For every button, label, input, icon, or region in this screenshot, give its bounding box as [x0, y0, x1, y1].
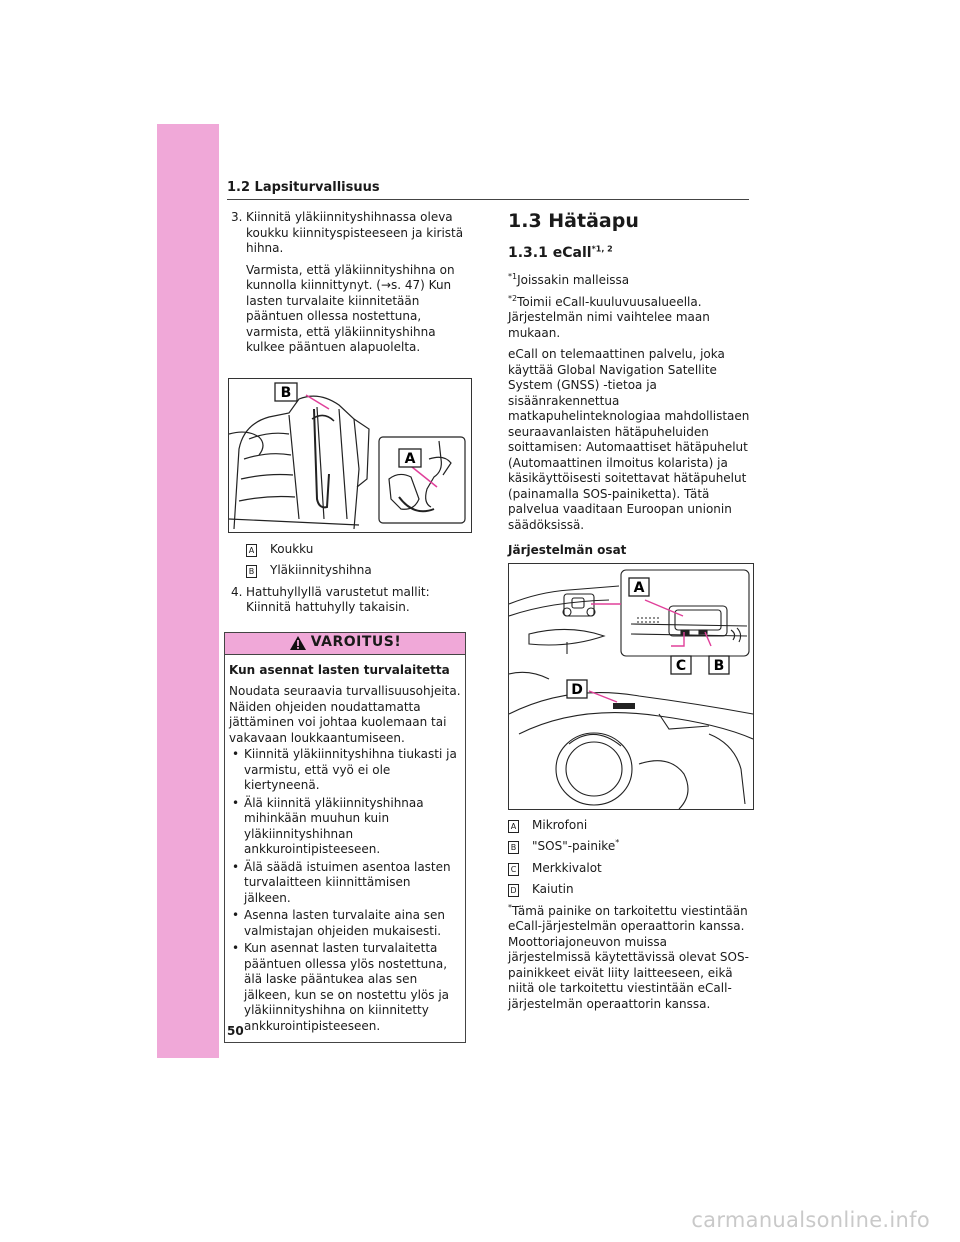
legend-text: Kaiutin: [532, 882, 574, 896]
warning-box: [224, 632, 466, 1044]
warning-bullet: [229, 908, 461, 939]
footnote-text: Tämä painike on tarkoitettu viestintään eCall-järjestelmän operaattorin kanssa. Moottoriajoneuvon muissa järjestelmissä käytettävissä olevat SOS-painikkeet eivät liity laitteeseen, eikä niitä ole tarkoitettu viestintään eCall-järjestelmän operaattorin kanssa.: [508, 903, 749, 1011]
figure-label-b: B: [713, 657, 725, 674]
bullet-text: Kiinnitä yläkiinnityshihna tiukasti ja varmistu, että vyö ei ole kiertyneenä.: [244, 747, 457, 792]
section-title-sup: *1, 2: [591, 244, 613, 254]
legend-text: Mikrofoni: [532, 817, 588, 832]
step-number: 4.: [231, 584, 243, 599]
bullet-dot: •: [232, 941, 240, 955]
legend-badge: B: [508, 841, 519, 854]
warning-bullet: [229, 747, 461, 794]
legend-item-hook: [246, 542, 471, 558]
bullet-dot: •: [232, 795, 240, 810]
step-text: Hattuhyllyllä varustetut mallit: Kiinnitä hattuhylly takaisin.: [246, 584, 430, 614]
figure-label-c: C: [675, 657, 687, 674]
bullet-text: Kun asennat lasten turvalaitetta pääntuen ollessa ylös nostettuna, älä laske pääntukea alas sen jälkeen, kun se on nostettu ylös ja yläkiinnityshihna on kiinnitetty ankkurointipisteeseen.: [244, 941, 450, 1033]
legend-item-indicator-lights: [508, 861, 752, 877]
header-rule: [227, 199, 749, 200]
bullet-dot: •: [232, 908, 240, 922]
figure-label-a: A: [404, 450, 416, 467]
figure-label-b: B: [280, 384, 292, 401]
legend-badge: C: [508, 863, 519, 876]
legend-sup: *: [615, 838, 620, 847]
warning-bullet: [229, 796, 461, 858]
left-column: [231, 210, 471, 1043]
bullet-dot: •: [232, 747, 240, 761]
legend-item-speaker: [508, 882, 752, 898]
step-3: [231, 210, 471, 356]
warning-header: [225, 633, 465, 655]
legend-text: Koukku: [270, 541, 314, 556]
footnote-2: [508, 295, 752, 342]
components-subhead: Järjestelmän osat: [508, 543, 627, 557]
footnote-1: [508, 273, 752, 289]
figure-label-a: A: [633, 579, 645, 596]
footnote-mark: *2: [508, 293, 518, 303]
warning-heading: Kun asennat lasten turvalaitetta: [229, 662, 450, 677]
warning-intro: Noudata seuraavia turvallisuusohjeita. Näiden ohjeiden noudattamatta jättäminen voi johtaa kuolemaan tai vakavaan loukkaantumiseen.: [229, 684, 461, 745]
legend-text: Merkkivalot: [532, 860, 602, 875]
legend-badge: B: [246, 565, 257, 578]
bullet-dot: •: [232, 859, 240, 874]
section-header: 1.2 Lapsiturvallisuus: [227, 180, 380, 195]
chapter-title: 1.3 Hätäapu: [508, 210, 639, 232]
figure-label-d: D: [571, 681, 583, 698]
legend-badge: A: [508, 820, 519, 833]
bullet-text: Asenna lasten turvalaite aina sen valmistajan ohjeiden mukaisesti.: [244, 908, 445, 938]
footnote-mark: *: [508, 902, 512, 912]
warning-title: VAROITUS!: [310, 634, 402, 651]
legend-item-microphone: [508, 818, 752, 834]
bullet-text: Älä kiinnitä yläkiinnityshihnaa mihinkään muuhun kuin yläkiinnityshihnan ankkurointipisteeseen.: [244, 795, 424, 856]
right-column: [508, 210, 752, 1018]
footnote-mark: *1: [508, 272, 518, 281]
step-text: Kiinnitä yläkiinnityshihnassa oleva koukku kiinnityspisteeseen ja kiristä hihna.: [246, 210, 464, 255]
page-number: 50: [227, 1024, 244, 1038]
ecall-components-figure: [508, 563, 754, 810]
section-title-text: 1.3.1 eCall: [508, 245, 592, 261]
legend-item-sos-button: [508, 839, 752, 855]
legend-text: Yläkiinnityshihna: [270, 563, 372, 577]
legend-badge: D: [508, 884, 519, 897]
warning-bullet: [229, 860, 461, 907]
legend-item-tether: [246, 563, 471, 579]
section-title: [508, 244, 752, 262]
section-tab-bar: [157, 124, 219, 1058]
legend-text-wrap: [532, 839, 619, 855]
legend-text: "SOS"-painike: [532, 839, 616, 853]
warning-triangle-icon: [289, 635, 307, 651]
ecall-illustration: [509, 564, 753, 809]
bullet-text: Älä säädä istuimen asentoa lasten turvalaitteen kiinnittämisen jälkeen.: [244, 859, 451, 905]
child-seat-tether-figure: [228, 378, 472, 533]
legend-badge: A: [246, 544, 257, 557]
warning-body: [225, 655, 465, 1043]
footnote-text: Joissakin malleissa: [517, 273, 630, 287]
step-note: Varmista, että yläkiinnityshihna on kunnolla kiinnittynyt. (→s. 47) Kun lasten turvalaite kiinnitetään pääntuen ollessa nostettuna, varmista, että yläkiinnityshihna kulkee pääntuen alapuolelta.: [246, 262, 455, 354]
footnote-text: Toimii eCall-kuuluvuusalueella. Järjestelmän nimi vaihtelee maan mukaan.: [508, 294, 710, 340]
ecall-intro: eCall on telemaattinen palvelu, joka käyttää Global Navigation Satellite System (GNSS) -tietoa ja sisäänrakennettua matkapuhelinteknologiaa mahdollistaen seuraavanlaisten hätäpuheluiden soittamisen: Automaattiset hätäpuhelut (Automaattinen ilmoitus kolarista) ja käsikäyttöisesti soitettavat hätäpuhelut (painamalla SOS-painiketta). Tätä palvelua vaaditaan Euroopan unionin säädöksissä.: [508, 347, 750, 532]
footnote-sos: [508, 904, 752, 1013]
step-4: [231, 585, 471, 616]
warning-bullet: [229, 941, 461, 1034]
tether-illustration: [229, 379, 471, 532]
step-number: 3.: [231, 210, 243, 224]
watermark-text: carmanualsonline.info: [691, 1208, 930, 1232]
